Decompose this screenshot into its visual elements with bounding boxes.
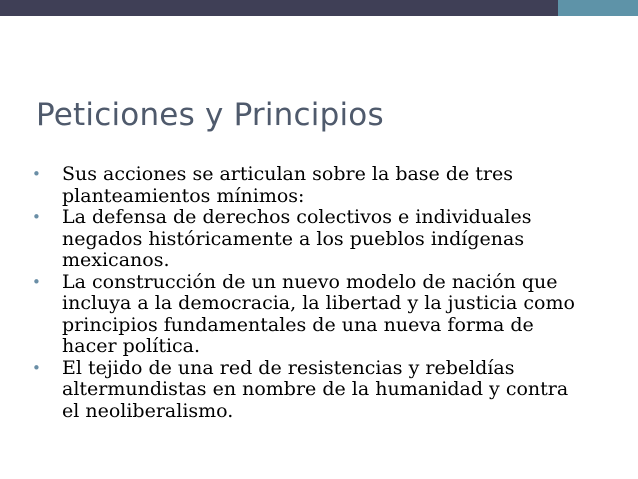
bullet-marker-icon: • (32, 208, 41, 226)
bullet-item (30, 272, 610, 358)
bullet-item (30, 207, 610, 272)
bullet-text-line: planteamientos mínimos: (62, 184, 305, 207)
bullet-list (30, 164, 610, 422)
bullet-text-line: negados históricamente a los pueblos indígenas (62, 227, 525, 250)
bullet-marker-icon: • (32, 358, 41, 377)
bullet-text-line: incluya a la democracia, la libertad y la justicia como (62, 292, 575, 314)
bullet-text-line: hacer política. (62, 335, 201, 357)
bullet-text-line: el neoliberalismo. (62, 399, 234, 422)
header-band-accent (558, 0, 638, 16)
bullet-item (30, 164, 610, 207)
header-band-dark (0, 0, 558, 16)
bullet-text-line: La construcción de un nuevo modelo de nación que (62, 270, 558, 293)
header-separator (0, 17, 638, 20)
bullet-text-line: El tejido de una red de resistencias y rebeldías (62, 356, 515, 379)
bullet-text-line: altermundistas en nombre de la humanidad y contra (62, 378, 569, 400)
bullet-marker-icon: • (32, 165, 41, 183)
bullet-text-line: Sus acciones se articulan sobre la base de tres (62, 163, 513, 185)
bullet-marker-icon: • (32, 272, 41, 291)
bullet-text-line: mexicanos. (62, 249, 170, 271)
bullet-item (30, 358, 610, 423)
slide-title: Peticiones y Principios (36, 97, 384, 133)
header-band (0, 0, 638, 16)
bullet-text-line: La defensa de derechos colectivos e individuales (62, 206, 532, 228)
bullet-text-line: principios fundamentales de una nueva forma de (62, 313, 534, 336)
